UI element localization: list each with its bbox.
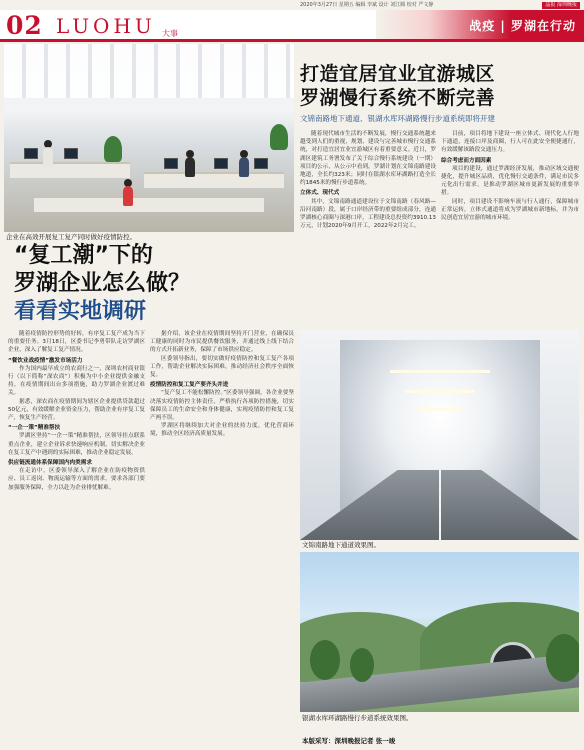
office-desk	[34, 196, 264, 212]
subheading: “餐饮业战疫情”激发市场活力	[8, 357, 83, 364]
worker	[239, 157, 249, 177]
worker	[185, 157, 195, 177]
office-photo	[4, 44, 294, 232]
worker	[43, 147, 53, 167]
ceiling-light	[405, 390, 475, 393]
headline-line: 打造宜居宜业宜游城区	[300, 63, 496, 85]
section-number: 02	[6, 11, 43, 40]
subheading: 疫情防控和复工复产要齐头并进	[150, 382, 229, 389]
office-ceiling	[4, 44, 294, 98]
paragraph: 据悉，深农商在疫情期间为辖区企业提供贷款超过50亿元，有效缓解企业资金压力，帮助企业有序复工复产，恢复生产经营。	[8, 398, 145, 422]
ceiling-light	[390, 370, 490, 373]
section-tag: 大事	[162, 29, 178, 38]
road-caption: 银湖水库环湖路慢行步道系统效果图。	[302, 714, 413, 722]
plant	[104, 136, 122, 162]
section-title: 战疫 | 罗湖在行动	[469, 19, 576, 33]
paragraph: 项目的建设，通过罗湖经济发展，推动区域交通便捷化，提升城区品质，优化慢行交通条件，满足市民多元化出行需求，是推动罗湖区城市更新发展的重要举措。	[441, 165, 579, 197]
section-banner	[0, 10, 584, 42]
byline: 本版采写：深圳晚报记者 张一竣	[302, 737, 396, 745]
tree	[310, 640, 340, 680]
story-left-headline	[14, 242, 294, 326]
brand-logo: 晶报 深圳晚报	[542, 2, 580, 9]
paragraph: 其中，文锦南路通道建设位于文锦南路（春风路—沿河南路）段，属于口岸经济带的重要组成部分，连通罗湖核心商圈与深港口岸，工程建设总投资约3910.13万元，计划2020年9月开工，2022年2月完工。	[300, 198, 436, 230]
monitor	[24, 148, 38, 159]
tree	[350, 648, 374, 682]
headline-line: 看看实地调研	[14, 299, 147, 324]
paragraph: 罗湖区坚持“一企一策”精准帮扶，区领导挂点联系重点企业，建立企业诉求快速响应机制，切实解决企业在复工复产中遇到的实际困难，推动企业稳定发展。	[8, 433, 145, 456]
story-right-column-2	[441, 130, 579, 326]
tunnel-rendering	[300, 330, 579, 540]
subheading: 立体式、现代式	[300, 190, 340, 197]
story-right-subhead: 文锦南路地下通道、银湖水库环湖路慢行步道系统即将开建	[300, 114, 495, 123]
paragraph: 据介绍，该企业在疫情期间坚持开门营业，在确保员工健康的同时为市民提供餐饮服务，并通过线上线下结合的方式开拓新业务，保障了市场供应稳定。	[150, 331, 294, 354]
section-title-band	[376, 10, 584, 39]
headline-line: “复工潮”下的	[14, 243, 153, 268]
monitor	[164, 158, 178, 169]
paragraph: 随着疫情防控形势的好转，有序复工复产成为当下的重要任务。3月18日，区委书记李勇带队走访罗湖区企业，深入了解复工复产情况。	[8, 331, 145, 354]
paragraph: 罗湖区将继续加大对企业的扶持力度，优化营商环境，推动全区经济高质量发展。	[150, 423, 294, 438]
worker	[123, 186, 133, 206]
office-desk	[144, 172, 284, 188]
subheading: 综合考虑而方面因素	[441, 157, 492, 164]
section-name: LUOHU	[56, 14, 156, 38]
paragraph: 目前，项目将地下建设一座立体式、现代化人行地下通道，连接口岸及商圈，行人可在此安全便捷通行，有效缓解该路段交通压力。	[441, 131, 579, 154]
subheading: 供应链流通体系保障国内肉类需求	[8, 460, 92, 467]
headline-line: 罗湖慢行系统不断完善	[300, 87, 496, 109]
paragraph: 区委领导指出，要切实做好疫情防控和复工复产各项工作，帮助企业解决实际困难，推动经济社会秩序全面恢复。	[150, 355, 294, 379]
lakeside-road-rendering	[300, 552, 579, 712]
top-meta-bar	[0, 0, 584, 10]
plant	[270, 124, 288, 150]
monitor	[254, 158, 268, 169]
ceiling-light	[418, 408, 462, 411]
tunnel-caption: 文锦南路地下通道效果图。	[302, 541, 380, 549]
paragraph: 在走访中，区委领导深入了解企业在防疫物资供应、员工返岗、物流运输等方面的需求，要求各部门要加强服务保障，全力以赴为企业排忧解难。	[8, 468, 145, 491]
subheading: “一企一策”精准帮扶	[8, 425, 61, 432]
paragraph: 同时，项目建设不影响车流与行人通行，保障城市正常运转，立体式通道将成为罗湖城市新地标，并为市民创造宜居宜游的城市环境。	[441, 198, 579, 222]
story-left-column-2	[150, 330, 294, 736]
paragraph: 作为国内最早成立的农商行之一，深圳农村商业银行（以下简称“深农商”）积极为中小企业提供金融支持，在疫情期间出台多项措施，助力罗湖企业渡过难关。	[8, 365, 145, 397]
monitor	[214, 158, 228, 169]
office-photo-caption: 企业在高效开展复工复产同时做好疫情防控。	[6, 233, 136, 241]
monitor	[64, 148, 78, 159]
paragraph: 随着现代城市生活的不断发展，慢行交通系统越来越受到人们的重视，规划、建设与完善城市慢行交通系统，对打造宜居宜业宜游城区有着重要意义。近日，罗湖区建筑工务署发布了关于综合慢行系统建设（一期）项目的公示，从公示中看到，罗湖计划在文锦南路建设地道，全长约323米；同时在银湖水库环湖路打造全长约1845米的慢行步道系统。	[300, 131, 436, 187]
office-desk	[10, 162, 130, 178]
story-right-headline	[300, 62, 578, 110]
headline-line: 罗湖企业怎么做？	[14, 271, 191, 296]
story-right-column-1	[300, 130, 436, 326]
paragraph: “复产复工不能松懈防控。”区委领导强调，各企业要坚决落实疫情防控主体责任，严格执行各项防控措施，切实保障员工的生命安全和身体健康，实现疫情防控和复工复产两不误。	[150, 390, 294, 422]
lane-stripe	[439, 470, 441, 540]
issue-meta: 2020年3月27日 星期五 编辑 李斌 设计 刘江腾 校对 严文静	[300, 2, 434, 8]
tree	[546, 634, 579, 682]
story-left-column-1	[8, 330, 145, 736]
